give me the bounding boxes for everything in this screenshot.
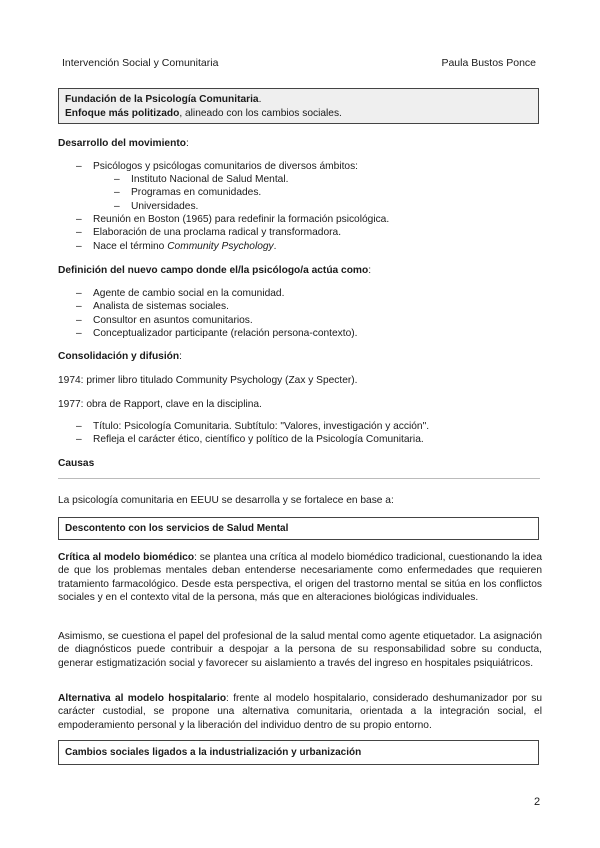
desarrollo-sublist bbox=[58, 173, 542, 213]
paragraph-etiquetador: Asimismo, se cuestiona el papel del profesional de la salud mental como agente etiquetador. La asignación de diagnósticos puede contribuir a despojar a la persona de su responsabilidad sobre su conducta, generar estigmatización social y favorecer su aislamiento a través del ingreso en hospitales psiquiátricos. bbox=[58, 631, 542, 669]
focus-rest: , alineado con los cambios sociales. bbox=[179, 108, 342, 119]
paragraph-1974: 1974: primer libro titulado Community Psychology (Zax y Specter). bbox=[58, 375, 358, 386]
paragraph-critica: Crítica al modelo biomédico: se plantea una crítica al modelo biomédico tradicional, cuestionando la idea de que los problemas mentales deban entenderse necesariamente como enfermedades que requieren tratamiento farmacológico. Desde esta perspectiva, el origen del trastorno mental se sitúa en los conflictos sociales y en el contexto vital de la persona, más que en alteraciones biológicas individuales. bbox=[58, 552, 542, 603]
desarrollo-list bbox=[58, 160, 542, 173]
header-author: Paula Bustos Ponce bbox=[441, 57, 536, 69]
page-number: 2 bbox=[534, 796, 541, 808]
desarrollo-heading: Desarrollo del movimiento: bbox=[58, 138, 189, 149]
salud-mental-box: Descontento con los servicios de Salud Mental bbox=[58, 517, 539, 540]
list-item: – Universidades. bbox=[58, 200, 542, 213]
industrializacion-box: Cambios sociales ligados a la industrialización y urbanización bbox=[58, 740, 539, 765]
consolidacion-list bbox=[58, 420, 542, 447]
consolidacion-heading: Consolidación y difusión: bbox=[58, 351, 182, 362]
list-item: – Agente de cambio social en la comunidad. bbox=[58, 287, 542, 300]
list-item: – Psicólogos y psicólogas comunitarios de diversos ámbitos: bbox=[58, 160, 542, 173]
list-item: – Título: Psicología Comunitaria. Subtítulo: "Valores, investigación y acción". bbox=[58, 420, 542, 433]
page-header bbox=[62, 57, 536, 69]
desarrollo-list-2 bbox=[58, 213, 542, 253]
list-item: – Reunión en Boston (1965) para redefinir la formación psicológica. bbox=[58, 213, 542, 226]
list-item: – Nace el término Community Psychology. bbox=[58, 240, 542, 253]
section-divider bbox=[58, 478, 540, 479]
paragraph-1977: 1977: obra de Rapport, clave en la disciplina. bbox=[58, 399, 262, 410]
list-item: – Elaboración de una proclama radical y transformadora. bbox=[58, 226, 542, 239]
causas-intro: La psicología comunitaria en EEUU se desarrolla y se fortalece en base a: bbox=[58, 495, 394, 506]
list-item: – Conceptualizador participante (relación persona-contexto). bbox=[58, 327, 542, 340]
paragraph-alternativa: Alternativa al modelo hospitalario: frente al modelo hospitalario, considerado deshumanizador por su carácter custodial, se propone una alternativa comunitaria, orientada a la integración social, el empoderamiento personal y la liberación del individuo dentro de su propio entorno. bbox=[58, 693, 542, 731]
foundation-title: Fundación de la Psicología Comunitaria bbox=[65, 94, 259, 105]
focus-bold: Enfoque más politizado bbox=[65, 108, 180, 119]
foundation-box bbox=[58, 88, 539, 124]
list-item: – Consultor en asuntos comunitarios. bbox=[58, 314, 542, 327]
header-course-title: Intervención Social y Comunitaria bbox=[62, 57, 219, 69]
list-item: – Programas en comunidades. bbox=[58, 186, 542, 199]
definicion-list bbox=[58, 287, 542, 340]
list-item: – Instituto Nacional de Salud Mental. bbox=[58, 173, 542, 186]
causas-heading: Causas bbox=[58, 458, 95, 469]
foundation-title-end: . bbox=[258, 94, 262, 105]
list-item: – Analista de sistemas sociales. bbox=[58, 300, 542, 313]
definicion-heading: Definición del nuevo campo donde el/la psicólogo/a actúa como: bbox=[58, 265, 372, 276]
list-item: – Refleja el carácter ético, científico y político de la Psicología Comunitaria. bbox=[58, 433, 542, 446]
